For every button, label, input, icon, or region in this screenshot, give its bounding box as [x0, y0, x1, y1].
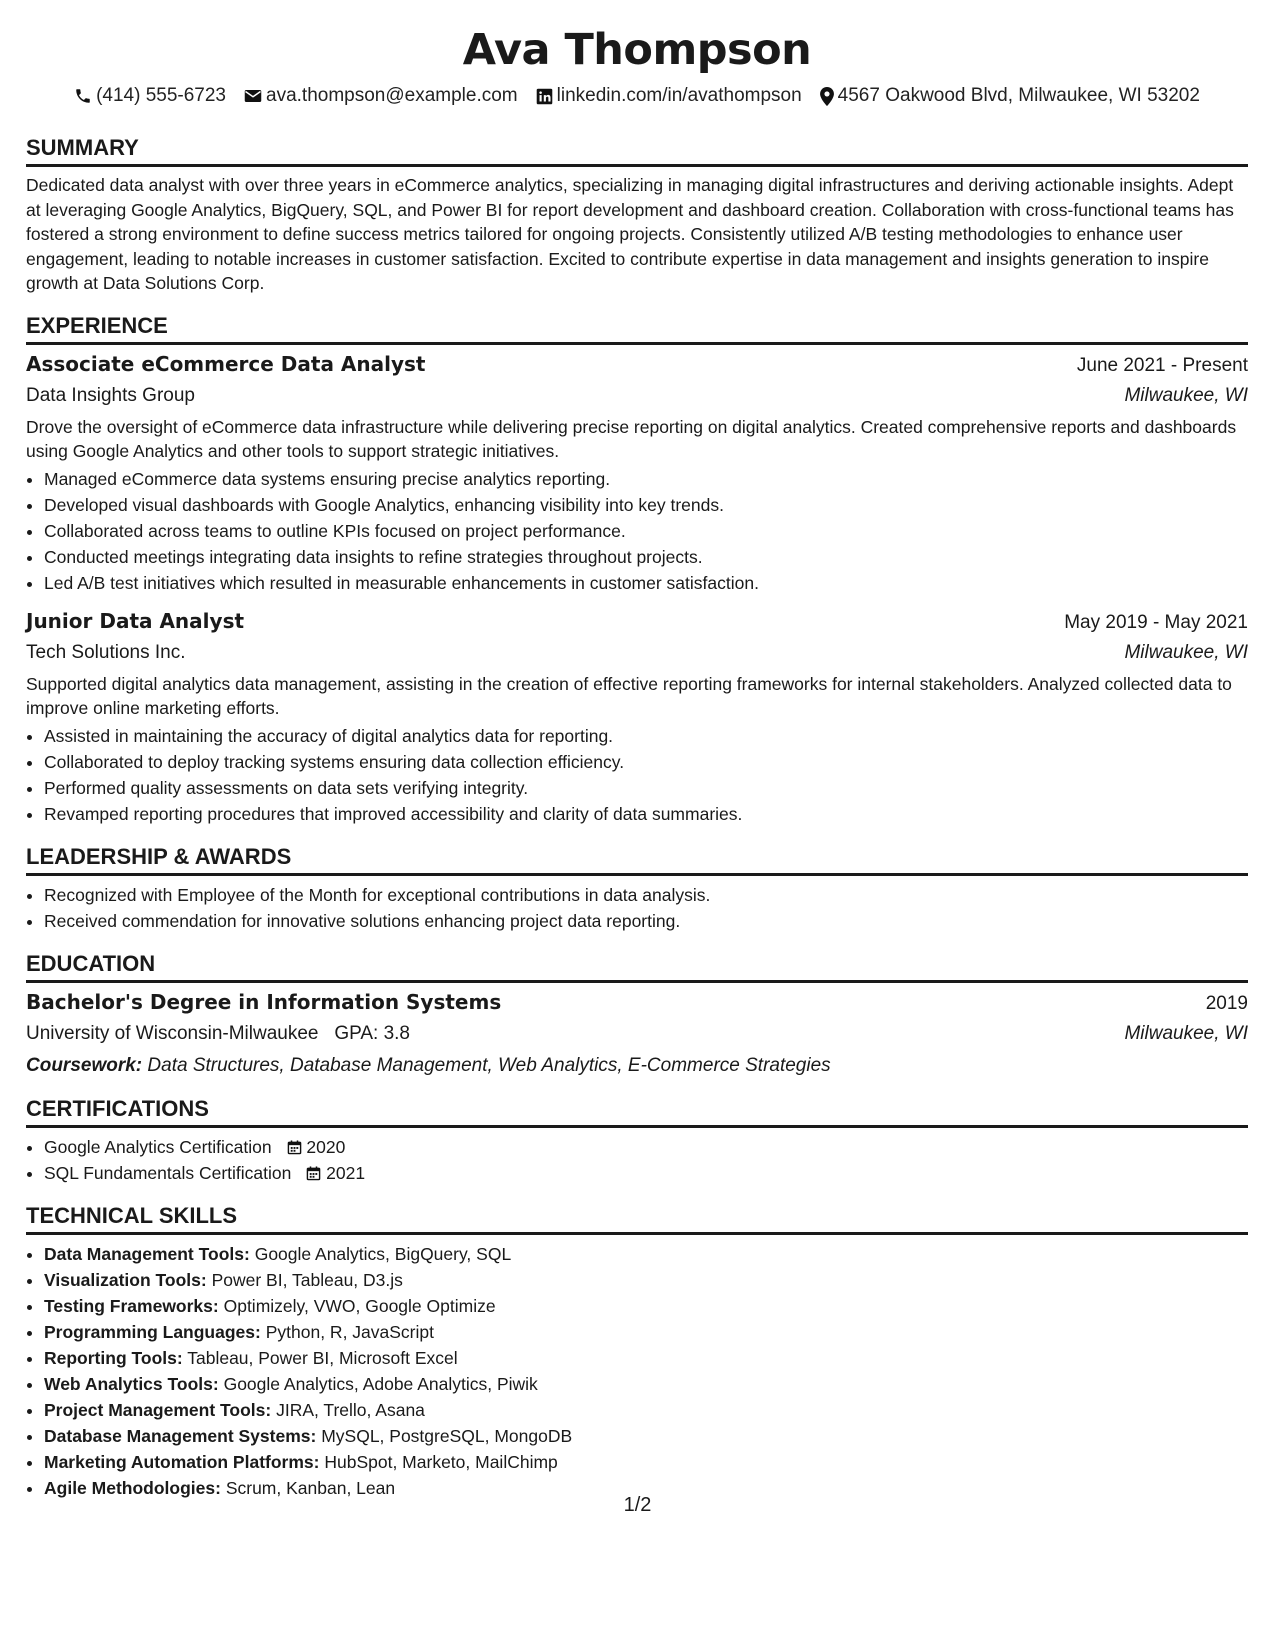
skill-values: JIRA, Trello, Asana	[276, 1399, 425, 1420]
list-item: • Led A/B test initiatives which resulted in measurable enhancements in customer satisfaction.	[44, 570, 1248, 596]
skill-category: Project Management Tools:	[44, 1399, 272, 1420]
job-dates: June 2021 - Present	[1076, 354, 1248, 376]
section-title: EDUCATION	[26, 950, 1248, 983]
cert-year: 2020	[306, 1136, 346, 1157]
skill-values: Optimizely, VWO, Google Optimize	[223, 1295, 496, 1316]
calendar-icon	[306, 1163, 326, 1183]
job-bullets	[26, 723, 1248, 827]
skill-category: Programming Languages:	[44, 1321, 261, 1342]
experience-section	[26, 312, 1248, 827]
skill-category: Reporting Tools:	[44, 1347, 183, 1368]
leadership-bullets	[26, 882, 1248, 934]
skill-values: MySQL, PostgreSQL, MongoDB	[321, 1425, 573, 1446]
list-item: • Recognized with Employee of the Month for exceptional contributions in data analysis.	[44, 882, 1248, 908]
skill-category: Database Management Systems:	[44, 1425, 317, 1446]
contact-linkedin[interactable]	[536, 84, 802, 108]
skill-values: Tableau, Power BI, Microsoft Excel	[187, 1347, 458, 1368]
section-title: TECHNICAL SKILLS	[26, 1202, 1248, 1235]
list-item: • Revamped reporting procedures that improved accessibility and clarity of data summaries.	[44, 801, 1248, 827]
job-description: Supported digital analytics data management, assisting in the creation of effective reporting frameworks for internal stakeholders. Analyzed collected data to improve online marketing efforts.	[26, 673, 1232, 718]
cert-name: SQL Fundamentals Certification	[44, 1162, 292, 1183]
linkedin-icon	[536, 88, 553, 105]
degree-title: Bachelor's Degree in Information Systems	[26, 989, 502, 1014]
list-item: • Collaborated across teams to outline KPIs focused on project performance.	[44, 518, 1248, 544]
skill-category: Data Management Tools:	[44, 1243, 250, 1264]
skill-values: Google Analytics, Adobe Analytics, Piwik	[223, 1373, 538, 1394]
map-pin-icon	[820, 87, 834, 106]
skill-values: HubSpot, Marketo, MailChimp	[324, 1451, 558, 1472]
skill-category: Web Analytics Tools:	[44, 1373, 219, 1394]
list-item	[44, 1397, 1248, 1423]
leadership-section	[26, 843, 1248, 934]
skill-category: Visualization Tools:	[44, 1269, 207, 1290]
contact-email[interactable]	[244, 84, 518, 108]
contact-address	[820, 84, 1200, 108]
cert-list	[26, 1134, 1248, 1186]
list-item: • Received commendation for innovative solutions enhancing project data reporting.	[44, 908, 1248, 934]
graduation-year: 2019	[1205, 992, 1248, 1014]
company-name: Tech Solutions Inc.	[26, 641, 186, 663]
address-text: 4567 Oakwood Blvd, Milwaukee, WI 53202	[837, 85, 1200, 106]
list-item	[44, 1345, 1248, 1371]
page-number: 1/2	[623, 1494, 652, 1516]
company-name: Data Insights Group	[26, 384, 195, 406]
list-item	[44, 1160, 1248, 1186]
list-item	[44, 1371, 1248, 1397]
job-dates: May 2019 - May 2021	[1064, 611, 1248, 633]
school-name: University of Wisconsin-Milwaukee	[26, 1022, 319, 1044]
contact-phone	[74, 84, 226, 108]
list-item: • Managed eCommerce data systems ensuring precise analytics reporting.	[44, 466, 1248, 492]
job-description: Drove the oversight of eCommerce data infrastructure while delivering precise reporting on digital analytics. Created comprehensive reports and dashboards using Google Analytics and other tools to support strategic initiatives.	[26, 416, 1237, 461]
school-line	[26, 1019, 410, 1049]
list-item	[44, 1449, 1248, 1475]
skill-category: Marketing Automation Platforms:	[44, 1451, 320, 1472]
email-text: ava.thompson@example.com	[266, 85, 518, 106]
skill-values: Google Analytics, BigQuery, SQL	[254, 1243, 512, 1264]
section-title: CERTIFICATIONS	[26, 1095, 1248, 1128]
skill-values: Power BI, Tableau, D3.js	[211, 1269, 403, 1290]
skills-section	[26, 1202, 1248, 1501]
gpa: GPA: 3.8	[334, 1022, 410, 1044]
job-title: Junior Data Analyst	[26, 608, 245, 633]
coursework-line	[26, 1051, 1248, 1081]
skill-values: Scrum, Kanban, Lean	[225, 1477, 396, 1498]
job-location: Milwaukee, WI	[1124, 384, 1248, 406]
list-item: • Collaborated to deploy tracking systems ensuring data collection efficiency.	[44, 749, 1248, 775]
job-location: Milwaukee, WI	[1124, 641, 1248, 663]
section-title: LEADERSHIP & AWARDS	[26, 843, 1248, 876]
list-item: • Performed quality assessments on data sets verifying integrity.	[44, 775, 1248, 801]
calendar-icon	[287, 1137, 307, 1157]
cert-name: Google Analytics Certification	[44, 1136, 272, 1157]
list-item	[44, 1134, 1248, 1160]
envelope-icon	[244, 88, 262, 104]
skill-category: Agile Methodologies:	[44, 1477, 221, 1498]
section-title: EXPERIENCE	[26, 312, 1248, 345]
coursework-list: Data Structures, Database Management, Web Analytics, E-Commerce Strategies	[147, 1054, 831, 1076]
cert-year: 2021	[326, 1162, 366, 1183]
phone-icon	[74, 87, 92, 105]
skill-values: Python, R, JavaScript	[265, 1321, 434, 1342]
summary-text: Dedicated data analyst with over three years in eCommerce analytics, specializing in managing digital infrastructures and deriving actionable insights. Adept at leveraging Google Analytics, BigQuery, SQL, and Power BI for report development and dashboard creation. Collaboration with cross-functional teams has fostered a strong environment to define success metrics tailored for ongoing projects. Consistently utilized A/B testing methodologies to enhance user engagement, leading to notable increases in customer satisfaction. Excited to contribute expertise in data management and insights generation to inspire growth at Data Solutions Corp.	[26, 175, 1234, 293]
job-title: Associate eCommerce Data Analyst	[26, 351, 426, 376]
summary-section	[26, 134, 1248, 296]
list-item	[44, 1423, 1248, 1449]
skills-list	[26, 1241, 1248, 1501]
phone-text: (414) 555-6723	[96, 85, 226, 106]
section-title: SUMMARY	[26, 134, 1248, 167]
job-entry	[26, 349, 1248, 596]
candidate-name: Ava Thompson	[462, 25, 812, 75]
certifications-section	[26, 1095, 1248, 1186]
contact-bar	[26, 84, 1248, 108]
education-section	[26, 950, 1248, 1081]
resume-page	[26, 0, 1248, 1501]
school-location: Milwaukee, WI	[1124, 1022, 1248, 1044]
list-item: • Conducted meetings integrating data insights to refine strategies throughout projects.	[44, 544, 1248, 570]
coursework-label: Coursework:	[26, 1054, 143, 1076]
list-item: • Assisted in maintaining the accuracy of digital analytics data for reporting.	[44, 723, 1248, 749]
job-bullets	[26, 466, 1248, 596]
list-item	[44, 1319, 1248, 1345]
job-entry	[26, 606, 1248, 827]
list-item	[44, 1241, 1248, 1267]
cert-date	[287, 1137, 346, 1157]
cert-date	[306, 1163, 365, 1183]
list-item: • Developed visual dashboards with Google Analytics, enhancing visibility into key trends.	[44, 492, 1248, 518]
skill-category: Testing Frameworks:	[44, 1295, 219, 1316]
linkedin-text: linkedin.com/in/avathompson	[556, 85, 802, 106]
list-item	[44, 1293, 1248, 1319]
list-item	[44, 1267, 1248, 1293]
